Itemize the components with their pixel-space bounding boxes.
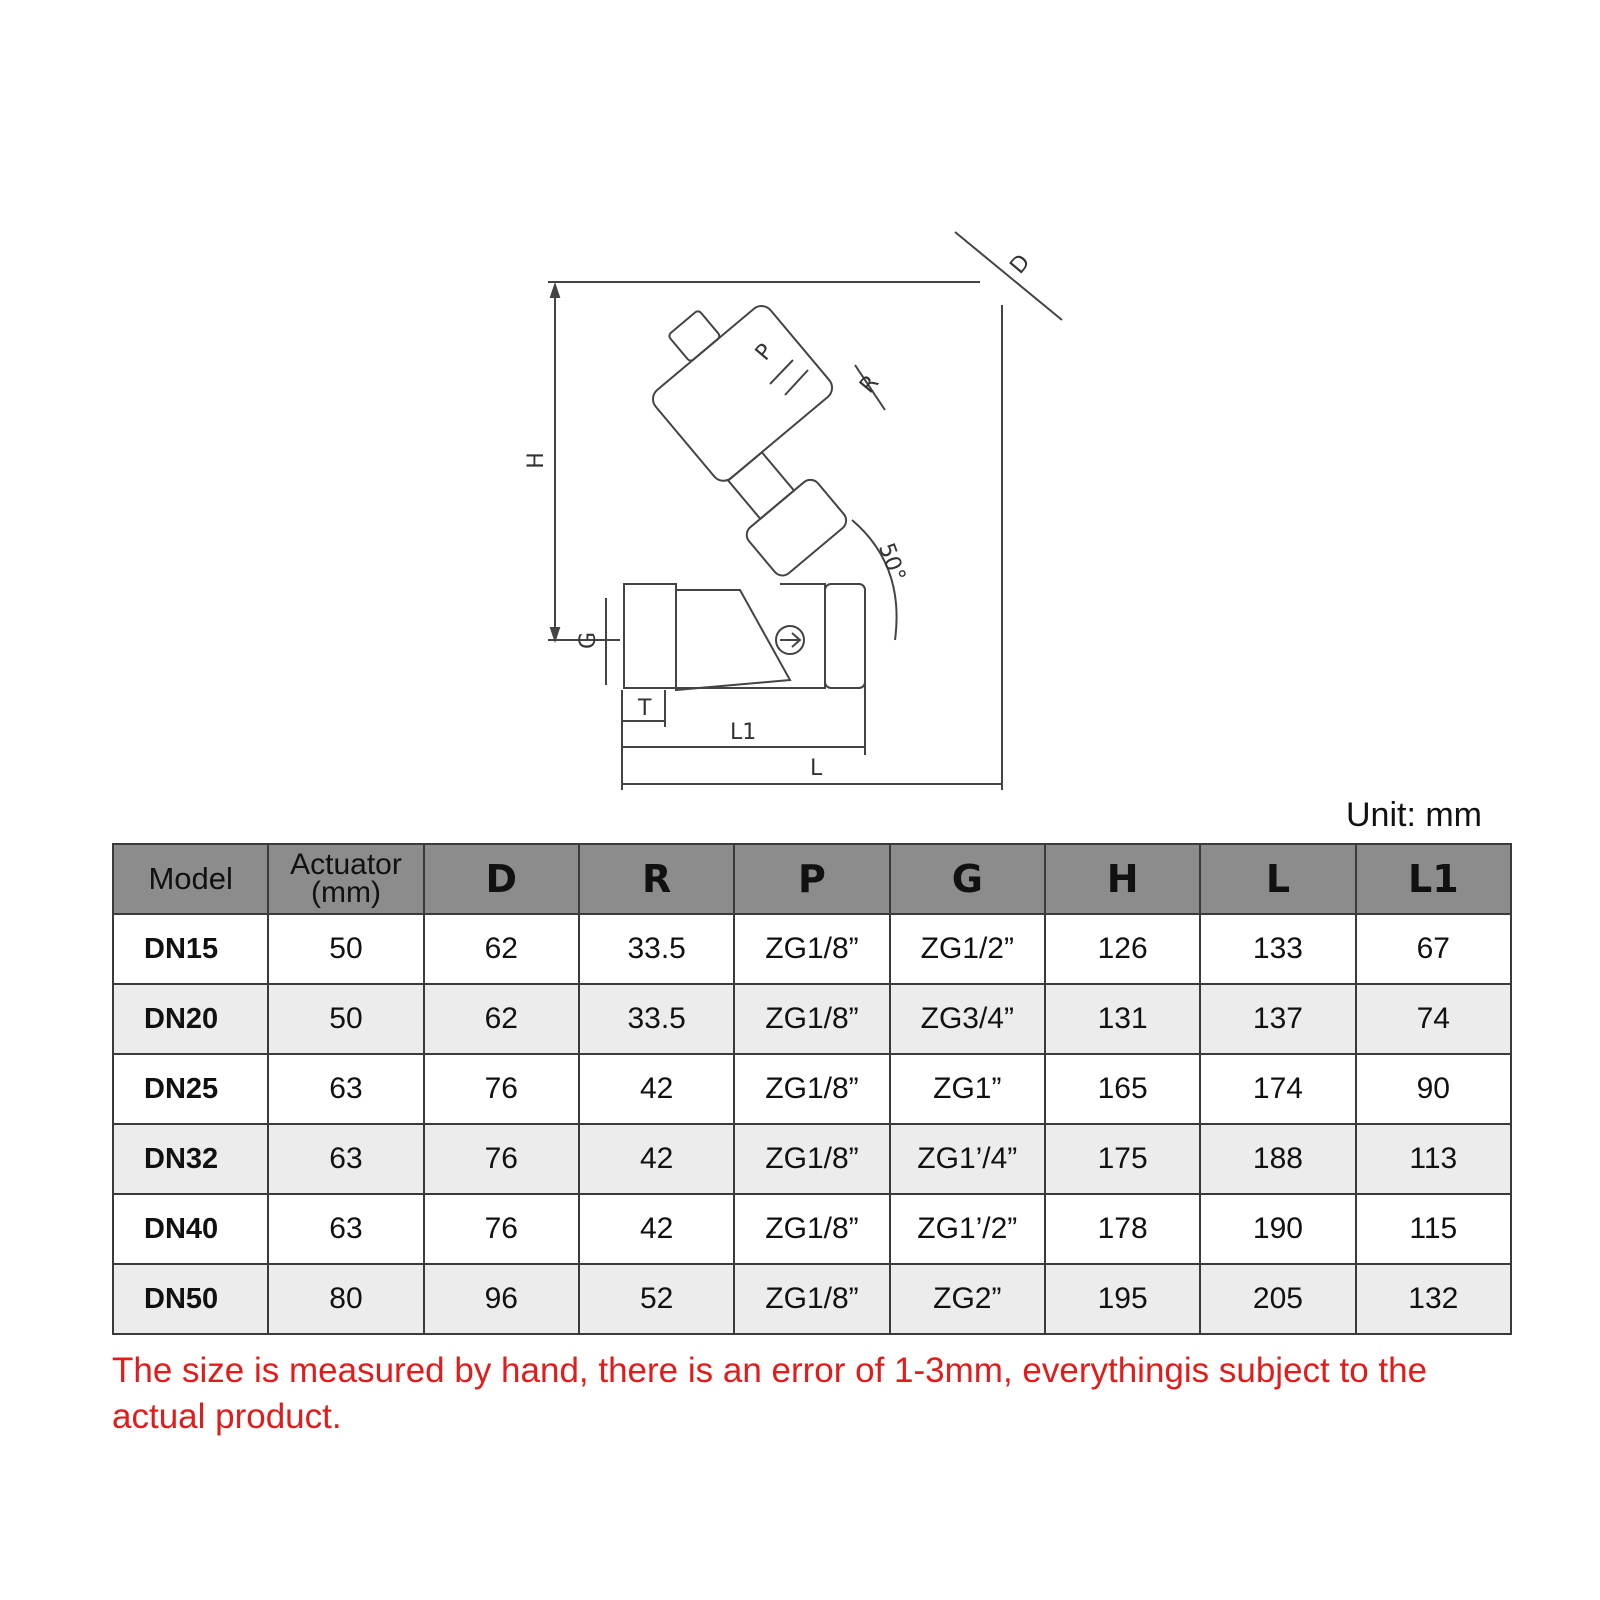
d-dimension-line (955, 232, 1062, 320)
table-row (113, 984, 1511, 1054)
label-l: L (810, 756, 823, 781)
cell-actuator: 63 (268, 1194, 423, 1264)
cell-p: ZG1/8” (734, 1264, 889, 1334)
label-r: R (855, 370, 885, 399)
cell-l1: 132 (1356, 1264, 1511, 1334)
cell-model: DN50 (113, 1264, 268, 1334)
cell-model: DN40 (113, 1194, 268, 1264)
header-model: Model (113, 844, 268, 914)
cell-l: 205 (1200, 1264, 1355, 1334)
cell-r: 33.5 (579, 914, 734, 984)
header-actuator-line2: (mm) (311, 876, 381, 909)
cell-l1: 74 (1356, 984, 1511, 1054)
cell-l: 133 (1200, 914, 1355, 984)
cell-actuator: 80 (268, 1264, 423, 1334)
cell-g: ZG1’/2” (890, 1194, 1045, 1264)
cell-g: ZG3/4” (890, 984, 1045, 1054)
cell-r: 33.5 (579, 984, 734, 1054)
table-row (113, 1264, 1511, 1334)
cell-l1: 90 (1356, 1054, 1511, 1124)
cell-h: 195 (1045, 1264, 1200, 1334)
header-h: H (1045, 844, 1200, 914)
label-d: D (1005, 249, 1036, 280)
cell-d: 62 (424, 984, 579, 1054)
cell-model: DN32 (113, 1124, 268, 1194)
cell-l: 188 (1200, 1124, 1355, 1194)
cell-h: 126 (1045, 914, 1200, 984)
cell-p: ZG1/8” (734, 1194, 889, 1264)
cell-p: ZG1/8” (734, 1054, 889, 1124)
header-l: L (1200, 844, 1355, 914)
cell-g: ZG1” (890, 1054, 1045, 1124)
table-header-row (113, 844, 1511, 914)
header-g: G (890, 844, 1045, 914)
cell-r: 42 (579, 1124, 734, 1194)
cell-g: ZG1/2” (890, 914, 1045, 984)
header-p: P (734, 844, 889, 914)
actuator-top-fitting (668, 310, 721, 363)
cell-h: 175 (1045, 1124, 1200, 1194)
unit-label: Unit: mm (1346, 796, 1482, 834)
header-r: R (579, 844, 734, 914)
cell-model: DN20 (113, 984, 268, 1054)
valve-outlet-port (825, 584, 865, 688)
cell-d: 76 (424, 1124, 579, 1194)
cell-actuator: 63 (268, 1054, 423, 1124)
cell-h: 178 (1045, 1194, 1200, 1264)
cell-d: 76 (424, 1194, 579, 1264)
cell-model: DN15 (113, 914, 268, 984)
cell-p: ZG1/8” (734, 984, 889, 1054)
header-d: D (424, 844, 579, 914)
cell-model: DN25 (113, 1054, 268, 1124)
cell-l1: 67 (1356, 914, 1511, 984)
cell-p: ZG1/8” (734, 1124, 889, 1194)
cell-l: 190 (1200, 1194, 1355, 1264)
header-actuator-line1: Actuator (290, 848, 402, 881)
label-p: P (750, 339, 779, 366)
label-t: T (638, 696, 652, 721)
cell-p: ZG1/8” (734, 914, 889, 984)
cell-l1: 113 (1356, 1124, 1511, 1194)
cell-r: 42 (579, 1054, 734, 1124)
valve-bonnet (743, 476, 851, 580)
cell-r: 42 (579, 1194, 734, 1264)
header-l1: L1 (1356, 844, 1511, 914)
table-row (113, 1054, 1511, 1124)
cell-l1: 115 (1356, 1194, 1511, 1264)
cell-d: 76 (424, 1054, 579, 1124)
cell-g: ZG1’/4” (890, 1124, 1045, 1194)
label-h: H (523, 452, 549, 469)
cell-h: 165 (1045, 1054, 1200, 1124)
cell-l: 174 (1200, 1054, 1355, 1124)
cell-l: 137 (1200, 984, 1355, 1054)
label-l1: L1 (730, 720, 757, 745)
cell-r: 52 (579, 1264, 734, 1334)
table-row (113, 1124, 1511, 1194)
label-angle: 50° (873, 539, 910, 586)
cell-actuator: 63 (268, 1124, 423, 1194)
cell-actuator: 50 (268, 914, 423, 984)
table-row (113, 1194, 1511, 1264)
table-row (113, 914, 1511, 984)
measurement-disclaimer: The size is measured by hand, there is an error of 1-3mm, everythingis subject to the actual product. (112, 1351, 1428, 1436)
specification-table (112, 843, 1512, 1335)
header-actuator (268, 844, 423, 914)
cell-d: 62 (424, 914, 579, 984)
cell-g: ZG2” (890, 1264, 1045, 1334)
table-body (113, 914, 1511, 1334)
cell-actuator: 50 (268, 984, 423, 1054)
cell-d: 96 (424, 1264, 579, 1334)
cell-h: 131 (1045, 984, 1200, 1054)
label-g: G (576, 631, 602, 650)
valve-inlet-port (624, 584, 676, 688)
